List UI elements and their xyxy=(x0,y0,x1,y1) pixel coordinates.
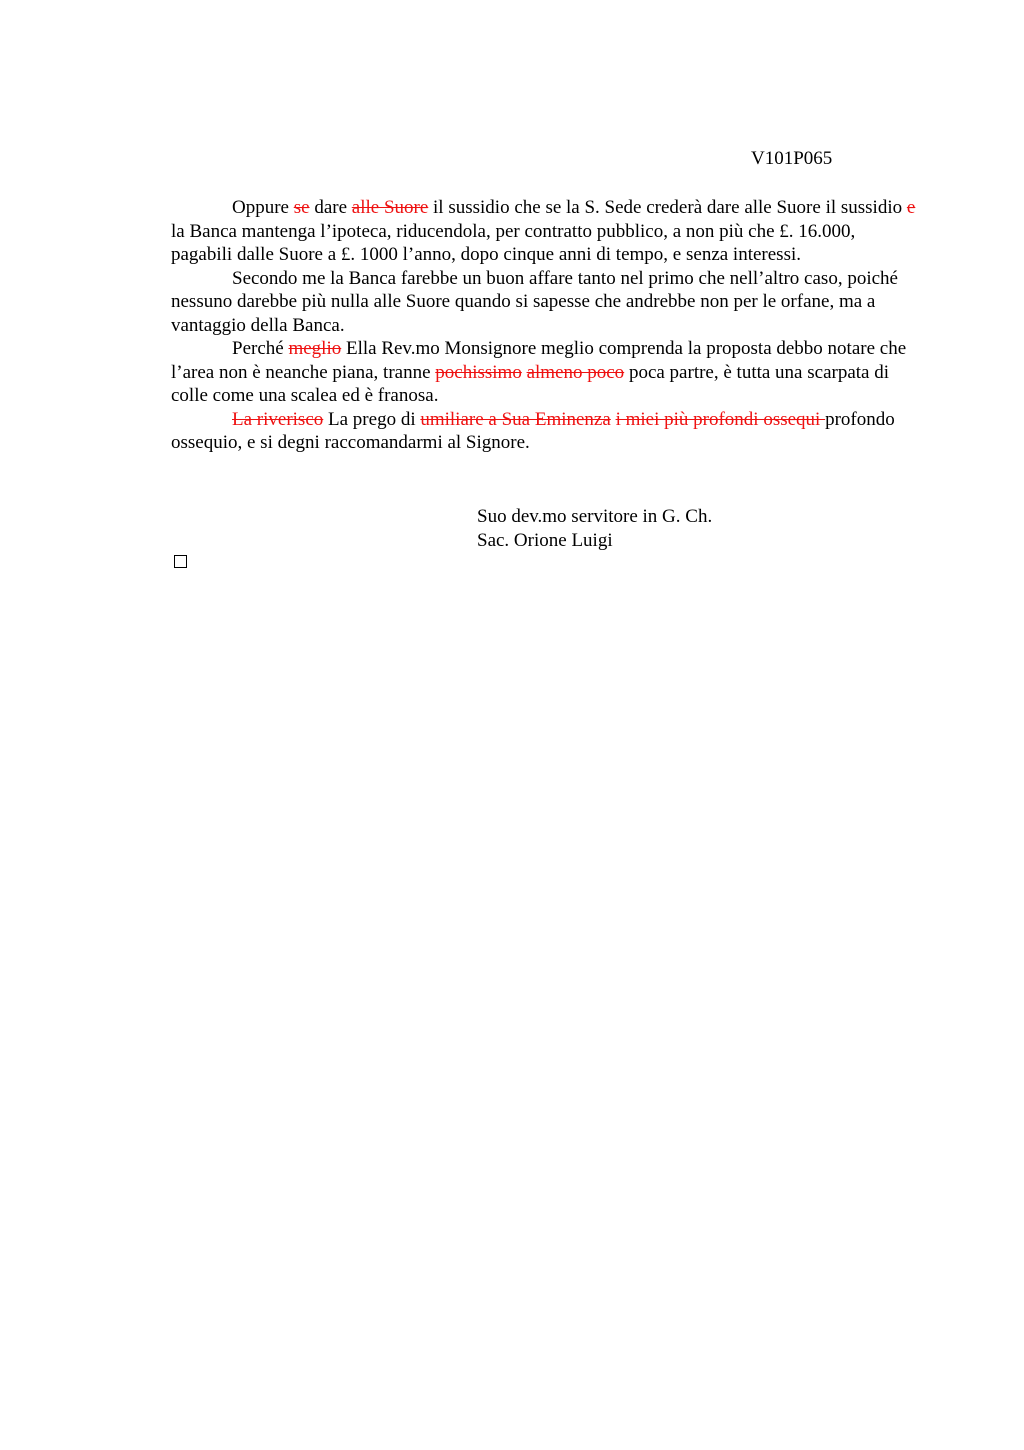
deleted-text: i miei più profondi ossequi xyxy=(615,408,826,430)
text-segment: dare xyxy=(309,197,352,218)
paragraph xyxy=(171,337,916,408)
page-code: V101P065 xyxy=(751,148,833,169)
text-segment: il sussidio che se la S. Sede crederà dare alle Suore il sussidio xyxy=(428,197,907,218)
deleted-text: almeno poco xyxy=(526,361,625,383)
text-segment: profondo ossequio, e si degni raccomandarmi al Signore. xyxy=(171,408,895,453)
text-segment: Ella Rev.mo Monsignore meglio comprenda la proposta debbo notare che l’area non è neanche piana, tranne xyxy=(171,338,907,383)
signature-block xyxy=(477,505,712,552)
closing-line: Suo dev.mo servitore in G. Ch. xyxy=(477,506,713,527)
deleted-text: umiliare a Sua Eminenza xyxy=(420,408,611,430)
paragraph xyxy=(171,196,916,267)
paragraph xyxy=(171,408,916,455)
deleted-text: se xyxy=(293,197,310,218)
text-segment: la Banca mantenga l’ipoteca, riducendola, per contratto pubblico, a non più che £. 16.000, pagabili dalle Suore a £. 1000 l’anno, dopo cinque anni di tempo, e senza interessi. xyxy=(171,220,856,265)
text-segment: Oppure xyxy=(232,197,294,218)
letter-body xyxy=(171,196,916,455)
deleted-text: La riverisco xyxy=(232,408,324,430)
signature-name: Sac. Orione Luigi xyxy=(477,529,613,551)
text-segment: poca partre, è tutta una scarpata di colle come una scalea ed è franosa. xyxy=(171,361,889,406)
end-marker-box xyxy=(174,555,187,568)
paragraph xyxy=(171,267,916,338)
text-segment: Perché xyxy=(232,338,289,359)
deleted-text: alle Suore xyxy=(351,197,429,218)
text-segment: La prego di xyxy=(323,408,421,430)
deleted-text: meglio xyxy=(288,338,342,359)
deleted-text: pochissimo xyxy=(435,361,522,383)
deleted-text: e xyxy=(906,197,916,218)
text-segment: Secondo me la Banca farebbe un buon affare tanto nel primo che nell’altro caso, poiché nessuno darebbe più nulla alle Suore quando si sapesse che andrebbe non per le orfane, ma a vantaggio della Banca. xyxy=(171,267,898,336)
